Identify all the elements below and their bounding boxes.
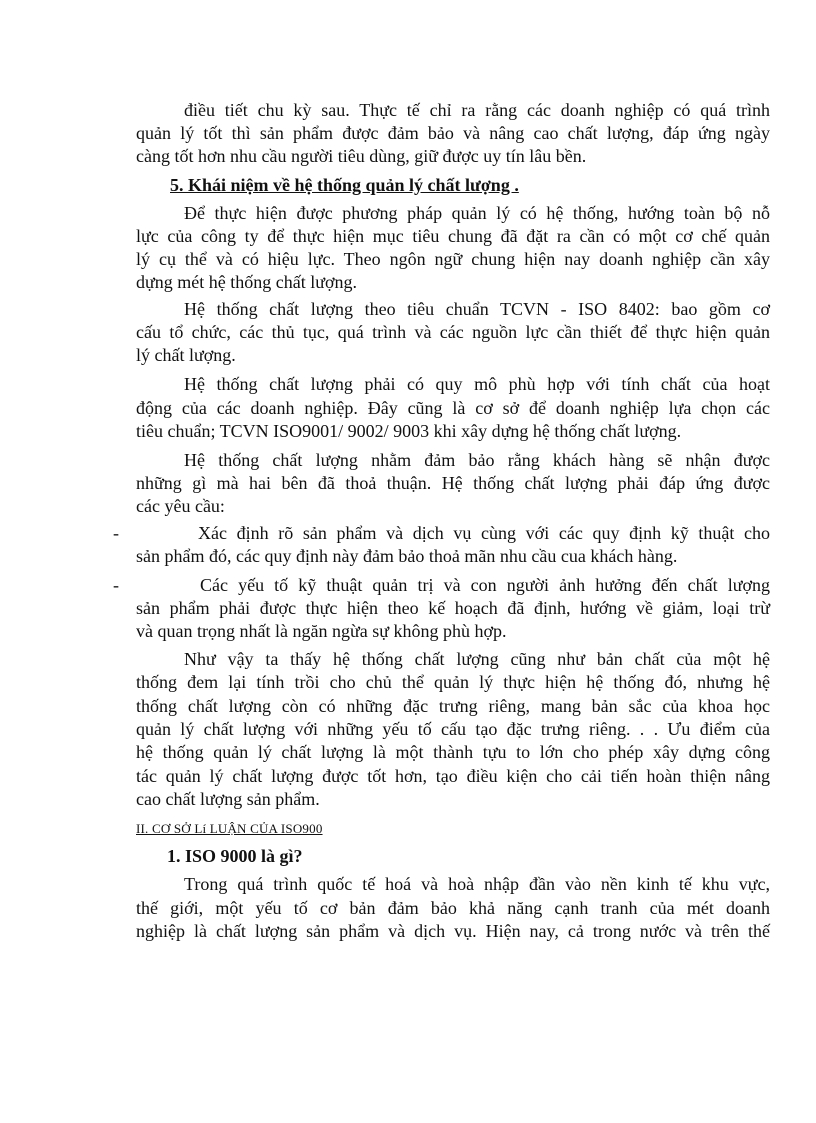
paragraph-line: tác quản lý chất lượng được tốt hơn, tạo điều kiện cho cải tiến hoàn thiện nâng	[136, 766, 770, 786]
paragraph-line: quản lý chất lượng với những yếu tố cấu tạo đặc trưng riêng. . . Ưu điểm của	[136, 719, 770, 739]
paragraph-line: Như vậy ta thấy hệ thống chất lượng cũng như bản chất của một hệ	[184, 649, 770, 669]
paragraph-line: lý cụ thể và có hiệu lực. Theo ngôn ngữ chung hiện nay doanh nghiệp cần xây	[136, 249, 770, 269]
paragraph-line: động của các doanh nghiệp. Đây cũng là cơ sở để doanh nghiệp lựa chọn các	[136, 398, 770, 418]
paragraph-line: nghiệp là chất lượng sản phẩm và dịch vụ. Hiện nay, cả trong nước và trên thế	[136, 921, 770, 941]
paragraph-line: thế giới, một yếu tố cơ bản đảm bảo khả năng cạnh tranh của mét doanh	[136, 898, 770, 918]
paragraph-line: thống chất lượng còn có những đặc trưng riêng, mang bản sắc của khoa học	[136, 696, 770, 716]
bullet-dash: -	[113, 523, 119, 543]
bullet-line: sản phẩm đó, các quy định này đảm bảo thoả mãn nhu cầu cua khách hàng.	[136, 546, 678, 566]
paragraph-line: quản lý tốt thì sản phẩm được đảm bảo và nâng cao chất lượng, đáp ứng ngày	[136, 123, 770, 143]
paragraph-line: Hệ thống chất lượng phải có quy mô phù hợp với tính chất của hoạt	[184, 374, 770, 394]
paragraph-line: lý chất lượng.	[136, 345, 236, 365]
paragraph-line: các yêu cầu:	[136, 496, 225, 516]
paragraph-line: dựng mét hệ thống chất lượng.	[136, 272, 357, 292]
paragraph-line: Để thực hiện được phương pháp quản lý có hệ thống, hướng toàn bộ nỗ	[184, 203, 770, 223]
bullet-line: Xác định rõ sản phẩm và dịch vụ cùng với các quy định kỹ thuật cho	[198, 523, 770, 543]
paragraph-line: thống đem lại tính trồi cho chủ thể quản lý thực hiện hệ thống đó, nhưng hệ	[136, 672, 770, 692]
paragraph-line: cao chất lượng sản phẩm.	[136, 789, 320, 809]
paragraph-line: tiêu chuẩn; TCVN ISO9001/ 9002/ 9003 khi xây dựng hệ thống chất lượng.	[136, 421, 682, 441]
paragraph-line: càng tốt hơn nhu cầu người tiêu dùng, giữ được uy tín lâu bền.	[136, 146, 587, 166]
bullet-line: và quan trọng nhất là ngăn ngừa sự không phù hợp.	[136, 621, 507, 641]
subsection-heading: 1. ISO 9000 là gì?	[167, 846, 303, 866]
section-title: II. CƠ SỞ Lí LUẬN CỦA ISO900	[136, 821, 323, 836]
paragraph-line: điều tiết chu kỳ sau. Thực tế chỉ ra rằng các doanh nghiệp có quá trình	[184, 100, 770, 120]
paragraph-line: cấu tổ chức, các thủ tục, quá trình và các nguồn lực cần thiết để thực hiện quản	[136, 322, 770, 342]
paragraph-line: Hệ thống chất lượng nhằm đảm bảo rằng khách hàng sẽ nhận được	[184, 450, 770, 470]
section-heading: 5. Khái niệm về hệ thống quản lý chất lượng .	[170, 175, 519, 195]
bullet-dash: -	[113, 575, 119, 595]
paragraph-line: những gì mà hai bên đã thoả thuận. Hệ thống chất lượng phải đáp ứng được	[136, 473, 770, 493]
paragraph-line: hệ thống quản lý chất lượng là một thành tựu to lớn cho phép xây dựng công	[136, 742, 770, 762]
bullet-line: sản phẩm phải được thực hiện theo kế hoạch đã định, hướng về giảm, loại trừ	[136, 598, 770, 618]
bullet-line: Các yếu tố kỹ thuật quản trị và con người ảnh hưởng đến chất lượng	[200, 575, 770, 595]
paragraph-line: Hệ thống chất lượng theo tiêu chuẩn TCVN - ISO 8402: bao gồm cơ	[184, 299, 770, 319]
paragraph-line: lực của công ty để thực hiện mục tiêu chung đã đặt ra cần có một cơ chế quản	[136, 226, 770, 246]
paragraph-line: Trong quá trình quốc tế hoá và hoà nhập đần vào nền kinh tế khu vực,	[184, 874, 770, 894]
